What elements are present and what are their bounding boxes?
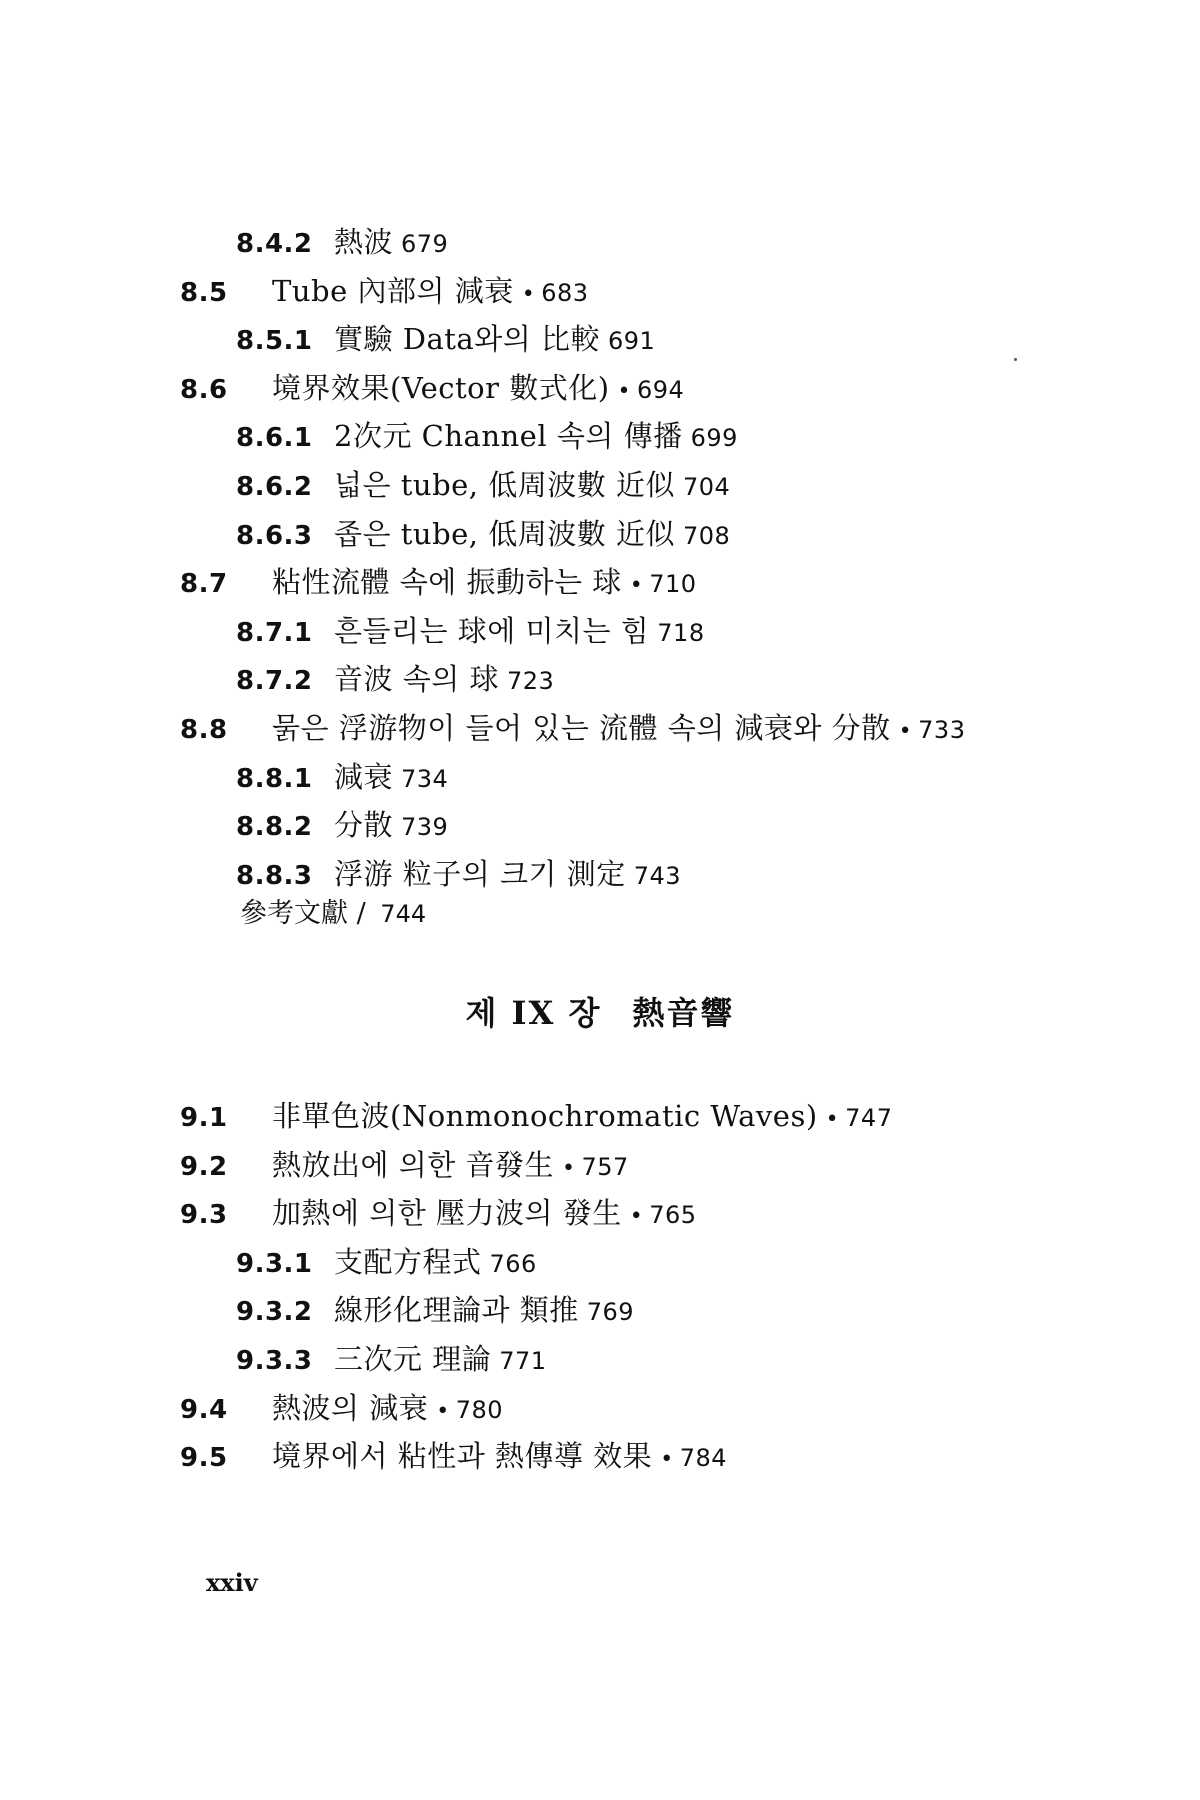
toc-entry-title: 線形化理論과 類推 — [334, 1293, 579, 1328]
references-page: 744 — [380, 900, 427, 928]
toc-entry-number: 9.4 — [180, 1394, 228, 1425]
toc-entry — [236, 315, 655, 363]
toc-entry-number: 8.6.3 — [236, 520, 313, 551]
toc-entry-number: 8.6.2 — [236, 472, 313, 502]
toc-entry-number: 8.7 — [180, 569, 228, 600]
toc-entry — [236, 1238, 537, 1286]
toc-entry-title: 좁은 tube, 低周波數 近似 — [334, 516, 675, 551]
toc-entry — [236, 412, 738, 460]
toc-entry-number: 8.7.2 — [236, 666, 313, 697]
toc-entry — [180, 1384, 503, 1432]
toc-entry-title: 三次元 理論 — [334, 1342, 492, 1376]
toc-entry-number: 9.3.1 — [236, 1248, 313, 1279]
toc-entry — [180, 267, 589, 315]
toc-entry-number: 8.8.1 — [236, 763, 313, 794]
toc-entry-number: 9.3 — [180, 1200, 228, 1231]
toc-entry — [236, 753, 448, 801]
toc-entry-page: 718 — [657, 618, 705, 647]
references-label: 參考文獻 — [240, 898, 348, 929]
toc-entry-title: 境界效果(Vector 數式化) — [272, 370, 610, 405]
toc-entry — [236, 218, 448, 266]
toc-entry-bullet: • — [660, 1447, 674, 1473]
toc-entry-page: 784 — [679, 1444, 727, 1473]
toc-entry-number: 9.3.3 — [236, 1346, 313, 1376]
references-entry — [240, 890, 426, 938]
toc-entry-page: 704 — [682, 473, 731, 501]
toc-entry-title: 흔들리는 球에 미치는 힘 — [334, 613, 650, 648]
toc-entry-page: 734 — [401, 764, 449, 793]
toc-entry-number: 8.4.2 — [236, 229, 313, 259]
chapter-title: 熱音響 — [632, 994, 735, 1032]
toc-entry-title: 加熱에 의한 壓力波의 發生 — [272, 1196, 622, 1231]
toc-entry-bullet: • — [898, 719, 913, 744]
toc-entry-title: 音波 속의 球 — [334, 662, 499, 697]
toc-entry-number: 9.1 — [180, 1103, 228, 1133]
toc-entry-bullet: • — [521, 281, 536, 307]
toc-entry — [236, 510, 730, 558]
toc-entry-number: 8.5.1 — [236, 326, 313, 357]
toc-entry-page: 710 — [649, 570, 697, 599]
toc-entry-page: 771 — [499, 1347, 547, 1375]
toc-entry-page: 733 — [918, 716, 966, 744]
toc-entry-page: 757 — [581, 1152, 629, 1181]
toc-entry — [180, 364, 684, 412]
toc-entry-page: 766 — [489, 1249, 537, 1278]
toc-entry — [180, 704, 965, 752]
toc-entry-title: 묽은 浮游物이 들어 있는 流體 속의 減衰와 分散 — [272, 711, 891, 745]
toc-entry-title: 分散 — [334, 808, 394, 843]
toc-entry-title: 넓은 tube, 低周波數 近似 — [334, 468, 675, 502]
toc-entry-number: 8.6.1 — [236, 423, 313, 454]
toc-entry-title: 熱放出에 의한 音發生 — [272, 1147, 554, 1182]
toc-entry-page: 765 — [649, 1201, 697, 1230]
toc-entry-title: 支配方程式 — [334, 1244, 482, 1279]
toc-entry-number: 8.5 — [180, 277, 228, 308]
toc-entry-number: 8.8.3 — [236, 860, 313, 891]
toc-entry-page: 743 — [633, 861, 682, 890]
toc-entry-page: 708 — [682, 521, 731, 550]
toc-entry — [236, 801, 448, 849]
toc-entry-number: 8.8.2 — [236, 812, 313, 843]
toc-entry — [180, 1141, 629, 1189]
toc-entry-title: 2次元 Channel 속의 傳播 — [334, 419, 683, 454]
toc-entry — [236, 1335, 547, 1383]
references-separator: / — [356, 898, 366, 929]
toc-entry-number: 8.6 — [180, 374, 228, 405]
print-speck — [1014, 358, 1017, 361]
toc-entry — [180, 1432, 727, 1480]
toc-entry-title: 熱波의 減衰 — [272, 1390, 429, 1425]
toc-entry-number: 9.2 — [180, 1151, 228, 1182]
toc-entry-bullet: • — [617, 378, 631, 404]
toc-entry-page: 780 — [455, 1395, 504, 1424]
toc-entry-page: 683 — [541, 278, 589, 307]
toc-entry — [236, 1286, 634, 1334]
toc-entry-bullet: • — [436, 1398, 450, 1424]
toc-entry-title: 熱波 — [334, 225, 394, 259]
toc-entry-page: 699 — [690, 424, 738, 453]
toc-entry-title: 實驗 Data와의 比較 — [334, 322, 600, 357]
toc-entry-number: 8.8 — [180, 715, 228, 745]
toc-entry-title: 減衰 — [334, 759, 394, 794]
page-folio: xxiv — [206, 1568, 258, 1597]
toc-entry — [180, 1189, 697, 1237]
chapter-label: 제 IX 장 — [465, 994, 602, 1032]
toc-entry-title: 粘性流體 속에 振動하는 球 — [272, 565, 622, 600]
toc-entry-title: 非單色波(Nonmonochromatic Waves) — [272, 1099, 818, 1133]
toc-entry-number: 8.7.1 — [236, 617, 313, 648]
toc-entry — [180, 1092, 892, 1140]
toc-entry-bullet: • — [629, 573, 644, 599]
toc-entry-number: 9.3.2 — [236, 1297, 313, 1328]
chapter-heading — [0, 988, 1200, 1034]
toc-entry-title: Tube 內部의 減衰 — [272, 273, 514, 308]
toc-entry-page: 747 — [845, 1104, 893, 1132]
toc-entry-page: 723 — [506, 667, 555, 696]
toc-entry — [236, 607, 705, 655]
toc-entry-page: 769 — [586, 1298, 635, 1327]
toc-entry — [180, 558, 697, 606]
toc-entry-title: 境界에서 粘性과 熱傳導 效果 — [272, 1439, 653, 1474]
toc-entry-title: 浮游 粒子의 크기 測定 — [334, 856, 626, 891]
toc-entry — [236, 461, 730, 509]
toc-entry-bullet: • — [561, 1155, 576, 1181]
toc-entry-page: 691 — [607, 327, 656, 356]
toc-entry-page: 739 — [401, 813, 449, 842]
toc-entry — [236, 655, 554, 703]
toc-entry-page: 694 — [637, 375, 685, 404]
toc-entry-bullet: • — [629, 1204, 644, 1230]
toc-entry-page: 679 — [401, 230, 449, 258]
toc-entry-bullet: • — [825, 1107, 840, 1132]
toc-entry-number: 9.5 — [180, 1443, 228, 1474]
